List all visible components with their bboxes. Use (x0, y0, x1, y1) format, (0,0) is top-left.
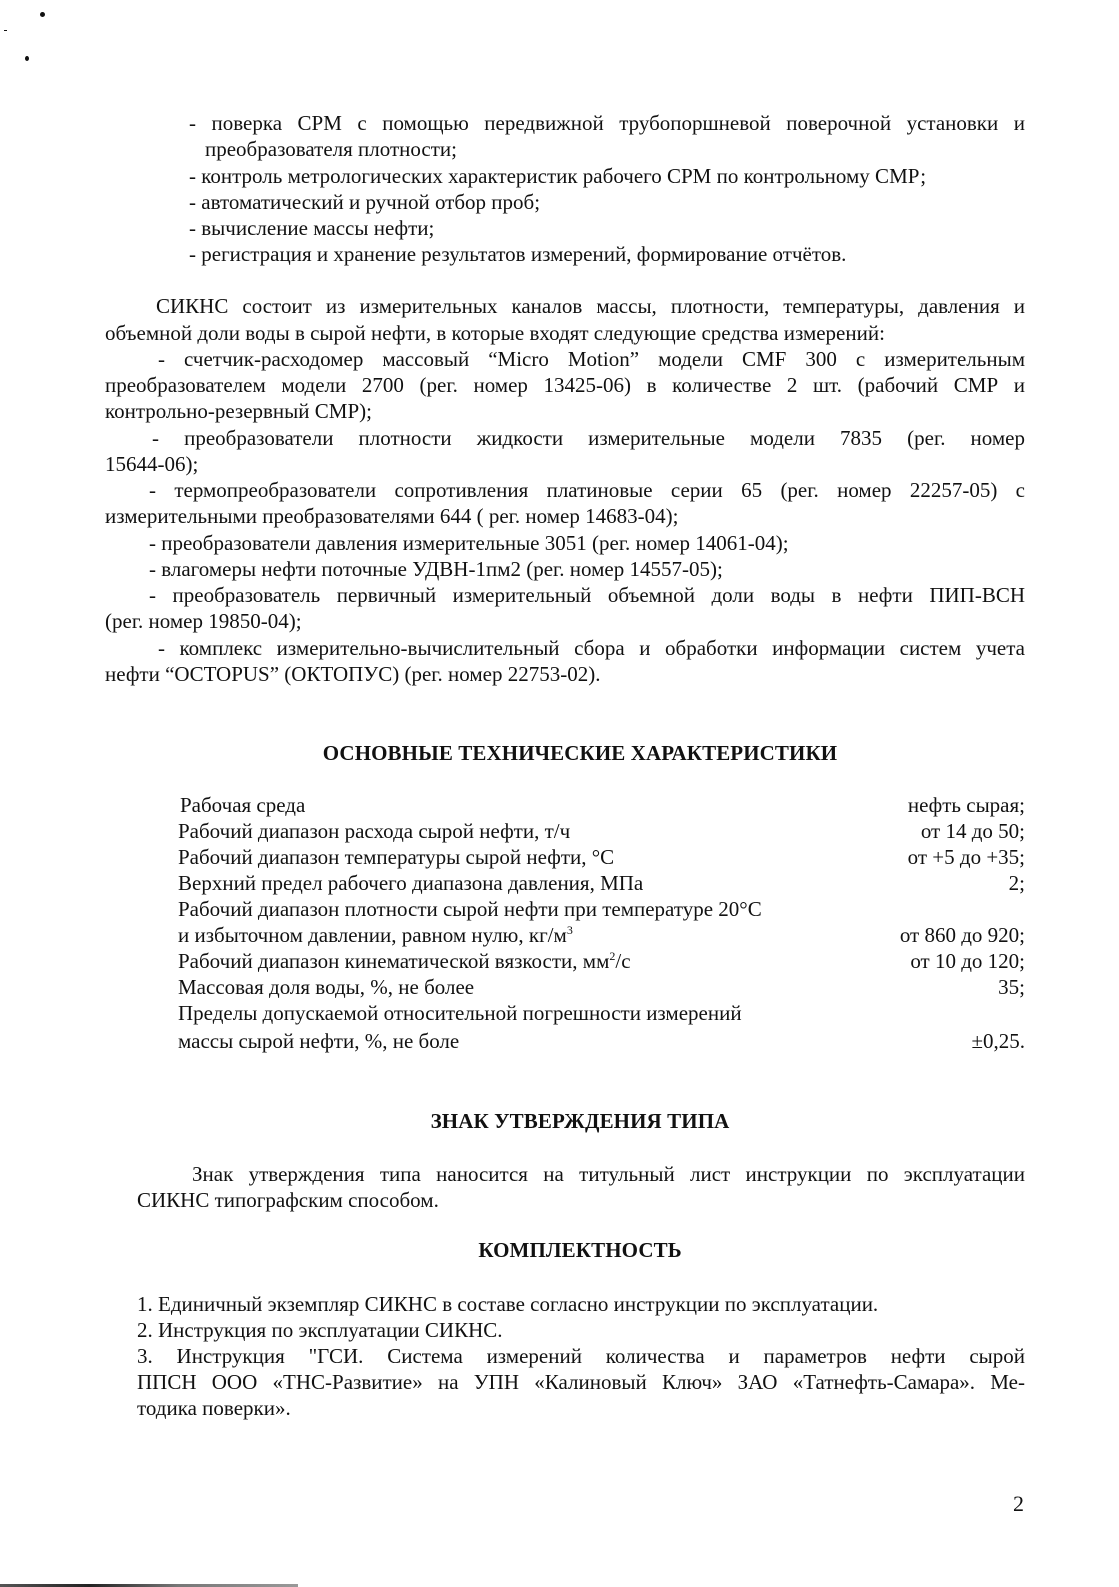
paragraph-line: - преобразователи плотности жидкости измерительные модели 7835 (рег. номер (152, 426, 1025, 450)
paragraph-line: - счетчик-расходомер массовый “Micro Motion” модели CMF 300 с измерительным (158, 347, 1025, 371)
spec-row (178, 922, 1025, 948)
scan-speck (4, 30, 7, 31)
paragraph-line: - термопреобразователи сопротивления платиновые серии 65 (рег. номер 22257-05) с (149, 478, 1025, 502)
paragraph-line: контрольно-резервный СМР); (105, 399, 372, 423)
spec-value: от 860 до 920; (899, 923, 1025, 947)
paragraph-line: - преобразователи давления измерительные 3051 (рег. номер 14061-04); (149, 531, 789, 555)
spec-label (178, 948, 631, 974)
superscript: 2 (609, 949, 616, 963)
spec-row (178, 948, 1025, 974)
spec-label: Массовая доля воды, %, не более (178, 975, 475, 999)
spec-label: Рабочая среда (180, 793, 306, 817)
spec-row (178, 870, 1025, 896)
spec-label (178, 922, 573, 948)
spec-label: Рабочий диапазон расхода сырой нефти, т/ч (178, 819, 571, 843)
spec-label-text: Рабочий диапазон кинематической вязкости, мм (178, 949, 610, 973)
spec-label: Верхний предел рабочего диапазона давления, МПа (178, 871, 644, 895)
spec-row (180, 792, 1025, 818)
spec-row (178, 1028, 1025, 1054)
superscript: 3 (566, 923, 573, 937)
paragraph-line: 15644-06); (105, 452, 199, 476)
spec-value: от 14 до 50; (920, 819, 1025, 843)
paragraph-line: нефти “OCTOPUS” (ОКТОПУС) (рег. номер 22753-02). (105, 662, 601, 686)
spec-row (178, 1000, 1025, 1026)
completeness-item: 3. Инструкция "ГСИ. Система измерений количества и параметров нефти сырой (137, 1344, 1025, 1368)
section-heading-completeness: КОМПЛЕКТНОСТЬ (478, 1238, 682, 1262)
completeness-item: тодика поверки». (137, 1396, 291, 1420)
intro-item: - поверка СРМ с помощью передвижной трубопоршневой поверочной установки и (189, 111, 1025, 135)
spec-value: ±0,25. (971, 1029, 1025, 1053)
section-heading-approval-mark: ЗНАК УТВЕРЖДЕНИЯ ТИПА (430, 1109, 730, 1133)
spec-value: нефть сырая; (907, 793, 1025, 817)
paragraph-line: преобразователем модели 2700 (рег. номер 13425-06) в количестве 2 шт. (рабочий СМР и (105, 373, 1025, 397)
spec-label: массы сырой нефти, %, не боле (178, 1029, 460, 1053)
paragraph-line: (рег. номер 19850-04); (105, 609, 302, 633)
spec-label-tail: /с (615, 949, 631, 973)
scan-speck (25, 56, 29, 61)
page-number: 2 (1013, 1491, 1024, 1516)
intro-item: - вычисление массы нефти; (189, 216, 435, 240)
paragraph-line: - преобразователь первичный измерительный объемной доли воды в нефти ПИП-ВСН (149, 583, 1025, 607)
spec-value: от 10 до 120; (910, 949, 1025, 973)
spec-row (178, 896, 1025, 922)
spec-label: Рабочий диапазон плотности сырой нефти при температуре 20°С (178, 897, 762, 921)
spec-label-text: и избыточном давлении, равном нулю, кг/м (178, 923, 567, 947)
completeness-item: 2. Инструкция по эксплуатации СИКНС. (137, 1318, 503, 1342)
spec-row (178, 818, 1025, 844)
spec-label: Пределы допускаемой относительной погрешности измерений (178, 1001, 742, 1025)
paragraph-line: - комплекс измерительно-вычислительный сбора и обработки информации систем учета (158, 636, 1025, 660)
approval-text-line: СИКНС типографским способом. (137, 1188, 439, 1212)
intro-item: - регистрация и хранение результатов измерений, формирование отчётов. (189, 242, 847, 266)
intro-item-continuation: преобразователя плотности; (205, 137, 457, 161)
completeness-item: ППСН ООО «ТНС-Развитие» на УПН «Калиновый Ключ» ЗАО «Татнефть-Самара». Ме- (137, 1370, 1025, 1394)
paragraph-line: - влагомеры нефти поточные УДВН-1пм2 (рег. номер 14557-05); (149, 557, 723, 581)
intro-item: - автоматический и ручной отбор проб; (189, 190, 541, 214)
spec-row (178, 844, 1025, 870)
completeness-item: 1. Единичный экземпляр СИКНС в составе согласно инструкции по эксплуатации. (137, 1292, 879, 1316)
spec-label: Рабочий диапазон температуры сырой нефти, °С (178, 845, 615, 869)
paragraph-line: объемной доли воды в сырой нефти, в которые входят следующие средства измерений: (105, 321, 885, 345)
approval-text-line: Знак утверждения типа наносится на титульный лист инструкции по эксплуатации (192, 1162, 1025, 1186)
spec-value: от +5 до +35; (907, 845, 1025, 869)
spec-value: 2; (1008, 871, 1025, 895)
intro-item: - контроль метрологических характеристик рабочего СРМ по контрольному СМР; (189, 164, 927, 188)
spec-row (178, 974, 1025, 1000)
spec-value: 35; (998, 975, 1025, 999)
section-heading-specs: ОСНОВНЫЕ ТЕХНИЧЕСКИЕ ХАРАКТЕРИСТИКИ (322, 741, 838, 765)
paragraph-line: измерительными преобразователями 644 ( рег. номер 14683-04); (105, 504, 679, 528)
paragraph-line: СИКНС состоит из измерительных каналов массы, плотности, температуры, давления и (156, 294, 1025, 318)
scan-speck (40, 12, 45, 17)
